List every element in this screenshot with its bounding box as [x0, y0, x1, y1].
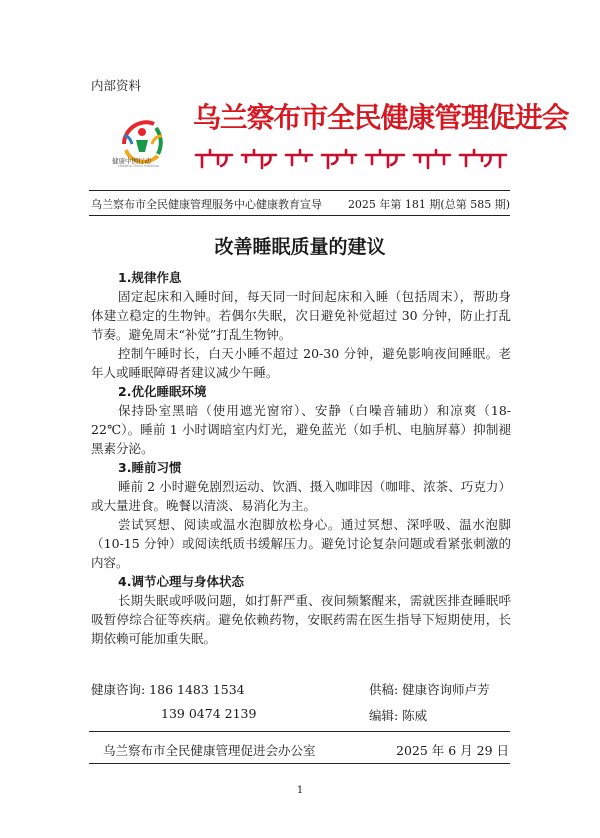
paragraph: 控制午睡时长，白天小睡不超过 20-30 分钟，避免影响夜间睡眠。老年人或睡眠障碍者建议减少午睡。 [91, 346, 511, 380]
footer-rule-2 [89, 763, 510, 764]
paragraph: 睡前 2 小时避免剧烈运动、饮酒、摄入咖啡因（咖啡、浓茶、巧克力）或大量进食。晚餐以清淡、易消化为主。 [91, 479, 511, 513]
organization-title: 乌兰察布市全民健康管理促进会 [193, 101, 569, 134]
contributor: 供稿: 健康咨询师卢芳 [369, 682, 490, 697]
logo-caption: 健康中国行动 [112, 157, 151, 165]
issue-date: 2025 年 6 月 29 日 [396, 743, 510, 758]
header-rule-2 [89, 215, 510, 216]
health-consult-phone-2: 139 0474 2139 [161, 706, 257, 721]
healthy-china-logo-icon [102, 104, 182, 184]
publication-source: 乌兰察布市全民健康管理服务中心健康教育宣导 [91, 198, 322, 211]
issue-number: 2025 年第 181 期(总第 585 期) [347, 198, 510, 211]
document-title: 改善睡眠质量的建议 [214, 236, 386, 258]
header-rule [89, 190, 510, 191]
mongolian-script-title [194, 146, 510, 170]
logo-subcaption: Healthy China Initiative [118, 164, 160, 168]
page-number: 1 [296, 785, 304, 796]
health-consult-phone: 健康咨询: 186 1483 1534 [91, 682, 245, 697]
paragraph: 尝试冥想、阅读或温水泡脚放松身心。通过冥想、深呼吸、温水泡脚（10-15 分钟）或阅读纸质书缓解压力。避免讨论复杂问题或看紧张刺激的内容。 [91, 517, 511, 570]
section-heading: 2.优化睡眠环境 [118, 384, 207, 399]
section-heading: 3.睡前习惯 [118, 460, 182, 475]
document-body [91, 268, 511, 648]
internal-material-label: 内部资料 [91, 78, 142, 93]
issuing-office: 乌兰察布市全民健康管理促进会办公室 [103, 743, 316, 758]
section-heading: 4.调节心理与身体状态 [118, 574, 244, 589]
paragraph: 长期失眠或呼吸问题，如打鼾严重、夜间频繁醒来，需就医排查睡眠呼吸暂停综合征等疾病。避免依赖药物，安眠药需在医生指导下短期使用，长期依赖可能加重失眠。 [91, 593, 511, 646]
paragraph: 保持卧室黑暗（使用遮光窗帘）、安静（白噪音辅助）和凉爽（18-22℃）。睡前 1 小时调暗室内灯光，避免蓝光（如手机、电脑屏幕）抑制褪黑素分泌。 [91, 403, 511, 456]
editor: 编辑: 陈威 [369, 708, 428, 723]
paragraph: 固定起床和入睡时间，每天同一时间起床和入睡（包括周末），帮助身体建立稳定的生物钟。若偶尔失眠，次日避免补觉超过 30 分钟，防止打乱节奏。避免周末“补觉”打乱生物钟。 [91, 289, 511, 342]
footer-rule [89, 731, 510, 732]
section-heading: 1.规律作息 [118, 270, 182, 285]
